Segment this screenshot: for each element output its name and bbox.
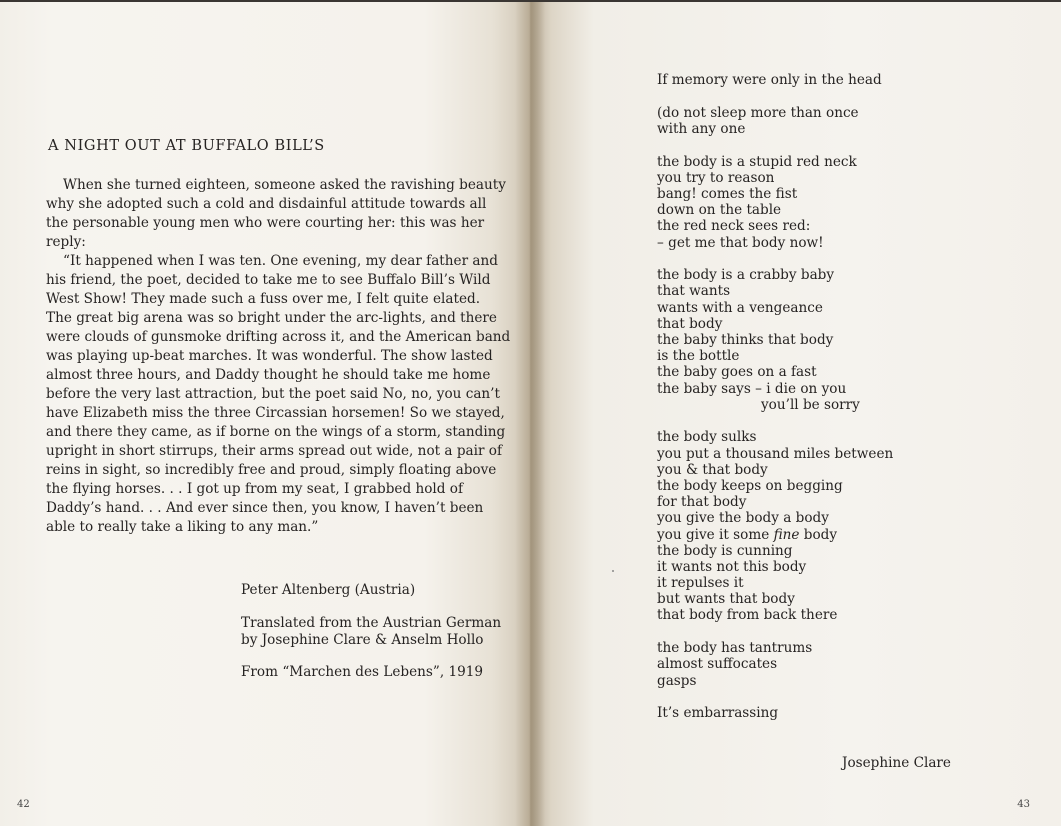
source-credit: From “Marchen des Lebens”, 1919 bbox=[241, 664, 484, 680]
poem-line: it repulses it bbox=[657, 575, 744, 592]
poem-stanza bbox=[657, 429, 1037, 623]
right-page bbox=[530, 0, 1061, 826]
poem-stanza bbox=[657, 705, 1037, 721]
left-page bbox=[0, 0, 530, 826]
poem-line: the body has tantrums bbox=[657, 640, 813, 657]
story-body bbox=[46, 176, 511, 537]
poem-stanza bbox=[657, 267, 1037, 413]
poem-line: you give the body a body bbox=[657, 510, 829, 527]
story-title: A NIGHT OUT AT BUFFALO BILL’S bbox=[48, 138, 325, 154]
story-line: before the very last attraction, but the poet said No, no, you can’t bbox=[46, 386, 500, 402]
poem-line: the body keeps on begging bbox=[657, 477, 843, 494]
story-line: “It happened when I was ten. One evening, my dear father and bbox=[63, 253, 498, 269]
story-line: reins in sight, so incredibly free and proud, simply floating above bbox=[46, 462, 497, 478]
scan-top-edge bbox=[0, 0, 1061, 2]
poem-line: If memory were only in the head bbox=[657, 72, 882, 88]
story-line: were clouds of gunsmoke drifting across it, and the American band bbox=[46, 329, 511, 345]
poem-author: Josephine Clare bbox=[842, 755, 951, 771]
poem-line: it wants not this body bbox=[657, 558, 807, 575]
story-line: upright in short stirrups, their arms spread out wide, not a pair of bbox=[46, 443, 503, 459]
poem-line: the body is cunning bbox=[657, 542, 793, 559]
story-line: the flying horses. . . I got up from my seat, I grabbed hold of bbox=[46, 481, 463, 497]
poem-line: the body is a stupid red neck bbox=[657, 153, 857, 170]
story-line: the personable young men who were courting her: this was her bbox=[46, 215, 485, 231]
poem-stanza bbox=[657, 640, 1037, 689]
story-line: Daddy’s hand. . . And ever since then, you know, I haven’t been bbox=[46, 500, 484, 516]
poem-stanza bbox=[657, 72, 1037, 88]
poem-line: for that body bbox=[657, 494, 747, 511]
poem-line: almost suffocates bbox=[657, 656, 778, 673]
poem-line: that body from back there bbox=[657, 607, 838, 624]
poem-line: the baby thinks that body bbox=[657, 331, 834, 348]
poem-line: you try to reason bbox=[657, 169, 775, 186]
poem-line: the body is a crabby baby bbox=[657, 267, 835, 284]
story-line: able to really take a liking to any man.” bbox=[46, 519, 319, 535]
poem-line: – get me that body now! bbox=[657, 234, 824, 251]
poem-line: the red neck sees red: bbox=[657, 218, 811, 235]
poem-stanza bbox=[657, 105, 1037, 137]
story-line: The great big arena was so bright under the arc-lights, and there bbox=[46, 310, 497, 326]
book-gutter bbox=[515, 0, 545, 826]
poem-line: you’ll be sorry bbox=[761, 396, 860, 413]
poem-line: you give it some fine body bbox=[657, 526, 838, 543]
poem-stanza bbox=[657, 154, 1037, 251]
poem-line: the baby says – i die on you bbox=[657, 380, 847, 397]
page-number-left: 42 bbox=[17, 799, 30, 810]
poem-line: the body sulks bbox=[657, 429, 757, 446]
story-line: When she turned eighteen, someone asked the ravishing beauty bbox=[63, 177, 506, 193]
poem-line: you put a thousand miles between bbox=[657, 445, 894, 462]
poem-line: that body bbox=[657, 315, 723, 332]
poem-line: with any one bbox=[657, 120, 746, 137]
poem-line: is the bottle bbox=[657, 348, 740, 365]
translation-credit bbox=[241, 615, 501, 649]
story-line: was playing up-beat marches. It was wonderful. The show lasted bbox=[46, 348, 493, 364]
poem-line: wants with a vengeance bbox=[657, 299, 823, 316]
story-line: his friend, the poet, decided to take me to see Buffalo Bill’s Wild bbox=[46, 272, 491, 288]
translation-line-2: by Josephine Clare & Anselm Hollo bbox=[241, 632, 484, 648]
page-number-right: 43 bbox=[1017, 799, 1030, 810]
story-line: have Elizabeth miss the three Circassian horsemen! So we stayed, bbox=[46, 405, 505, 421]
poem-line: (do not sleep more than once bbox=[657, 104, 859, 121]
poem-line: that wants bbox=[657, 283, 731, 300]
poem-line: down on the table bbox=[657, 202, 782, 219]
emphasis-word: fine bbox=[773, 526, 800, 543]
poem-line: but wants that body bbox=[657, 591, 795, 608]
poem-line: you & that body bbox=[657, 461, 768, 478]
story-line: and there they came, as if borne on the wings of a storm, standing bbox=[46, 424, 506, 440]
story-line: almost three hours, and Daddy thought he should take me home bbox=[46, 367, 491, 383]
paper-speck bbox=[612, 570, 614, 572]
poem-line: gasps bbox=[657, 672, 697, 689]
poem-line: the baby goes on a fast bbox=[657, 364, 817, 381]
story-line: reply: bbox=[46, 234, 86, 250]
poem-line: bang! comes the fist bbox=[657, 185, 798, 202]
story-line: why she adopted such a cold and disdainful attitude towards all bbox=[46, 196, 487, 212]
story-author: Peter Altenberg (Austria) bbox=[241, 582, 416, 598]
poem-line: It’s embarrassing bbox=[657, 705, 779, 722]
story-line: West Show! They made such a fuss over me, I felt quite elated. bbox=[46, 291, 481, 307]
poem-body bbox=[657, 72, 1037, 738]
translation-line-1: Translated from the Austrian German bbox=[241, 615, 502, 631]
